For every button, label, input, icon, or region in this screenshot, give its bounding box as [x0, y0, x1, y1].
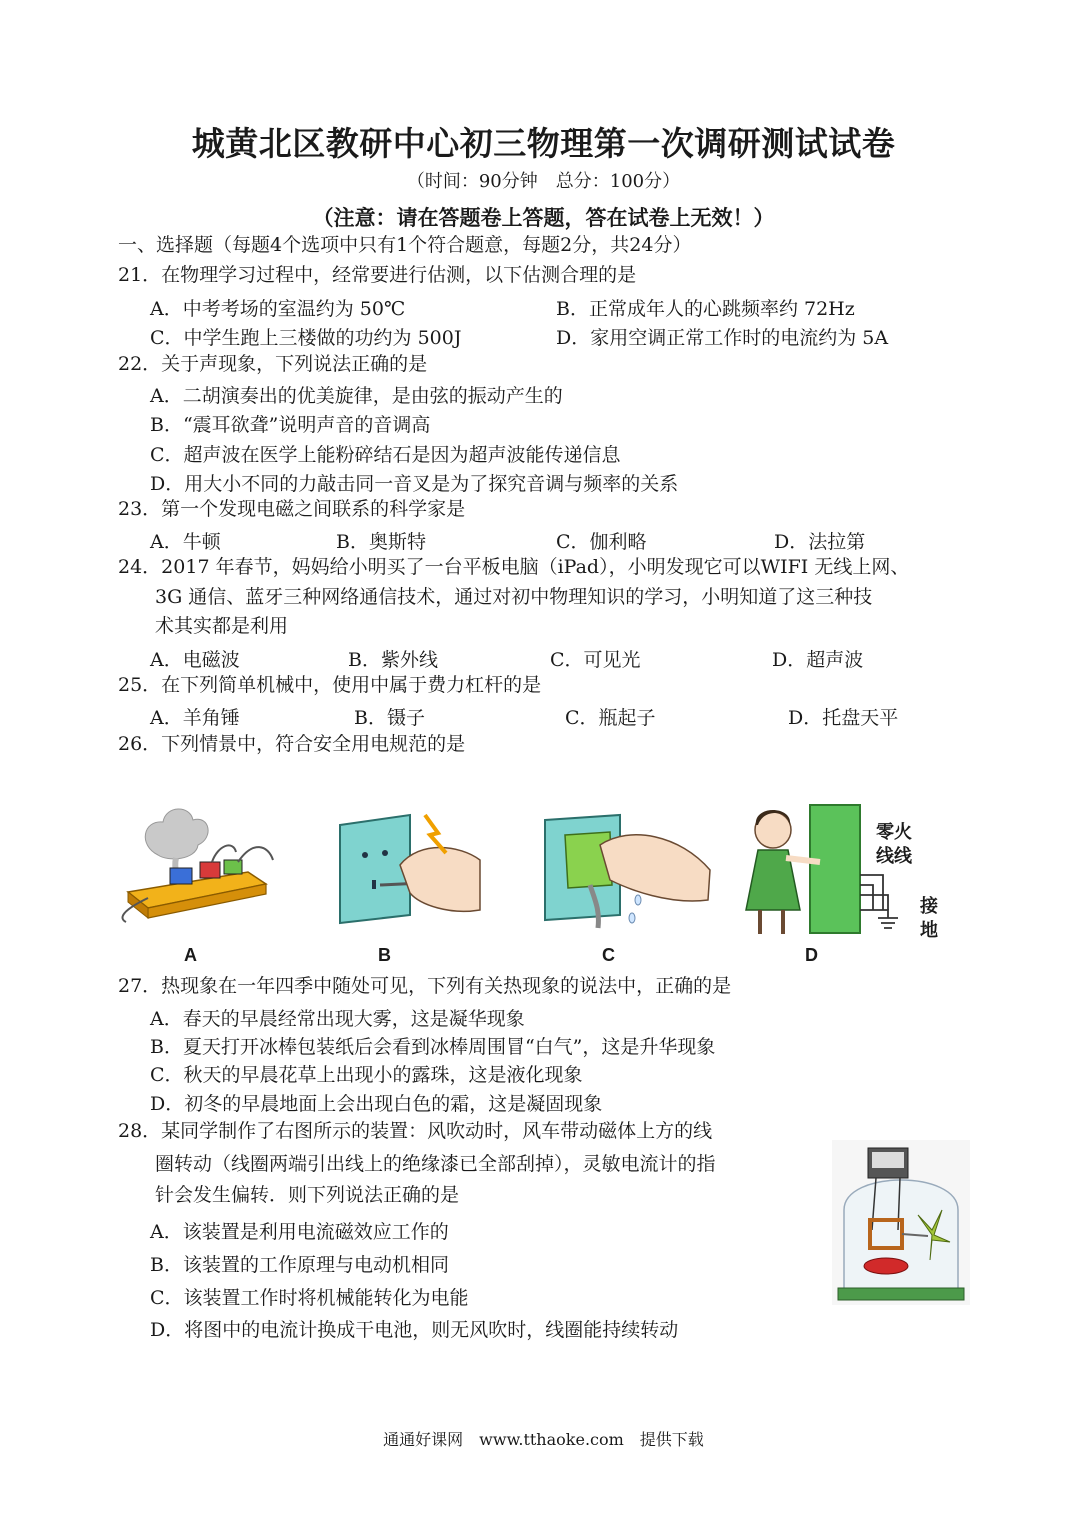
- figure-c-label: C: [602, 945, 615, 965]
- figure-c-wet-hand-plug: [540, 800, 715, 930]
- question-24-option-b: B．紫外线: [348, 649, 438, 671]
- question-25-stem: 25．在下列简单机械中，使用中属于费力杠杆的是: [118, 674, 542, 696]
- question-28-stem-line-1: 28．某同学制作了右图所示的装置：风吹动时，风车带动磁体上方的线: [118, 1120, 713, 1142]
- question-27-option-c: C．秋天的早晨花草上出现小的露珠，这是液化现象: [150, 1064, 583, 1086]
- section-heading: 一、选择题（每题4个选项中只有1个符合题意，每题2分，共24分）: [118, 234, 692, 256]
- figure-a-label: A: [184, 945, 197, 965]
- figure-d-text-ground-2: 地: [920, 920, 938, 941]
- exam-info: （时间：90分钟 总分：100分）: [406, 171, 681, 192]
- question-22-option-b: B．“震耳欲聋”说明声音的音调高: [150, 414, 431, 436]
- notice: （注意：请在答题卷上答题，答在试卷上无效！）: [312, 206, 775, 230]
- question-22-option-d: D．用大小不同的力敲击同一音叉是为了探究音调与频率的关系: [150, 473, 679, 495]
- question-28-option-b: B．该装置的工作原理与电动机相同: [150, 1254, 449, 1276]
- question-27-stem: 27．热现象在一年四季中随处可见，下列有关热现象的说法中，正确的是: [118, 975, 732, 997]
- page-title: 城黄北区教研中心初三物理第一次调研测试试卷: [191, 124, 896, 163]
- question-28-option-d: D．将图中的电流计换成干电池，则无风吹时，线圈能持续转动: [150, 1319, 679, 1341]
- question-23-stem: 23．第一个发现电磁之间联系的科学家是: [118, 498, 466, 520]
- footer-text: 通通好课网 www.tthaoke.com 提供下载: [383, 1430, 704, 1449]
- figure-d-text-ground-1: 接: [920, 896, 938, 917]
- question-23-option-d: D．法拉第: [774, 531, 866, 553]
- question-23-option-b: B．奥斯特: [336, 531, 426, 553]
- question-27-option-d: D．初冬的早晨地面上会出现白色的霜，这是凝固现象: [150, 1093, 603, 1115]
- question-23-option-c: C．伽利略: [556, 531, 647, 553]
- figure-a-overloaded-power-strip: [118, 800, 278, 925]
- question-27-option-a: A．春天的早晨经常出现大雾，这是凝华现象: [150, 1008, 525, 1030]
- question-28-option-a: A．该装置是利用电流磁效应工作的: [150, 1221, 449, 1243]
- question-26-stem: 26．下列情景中，符合安全用电规范的是: [118, 733, 466, 755]
- question-24-stem-line-3: 术其实都是利用: [155, 615, 289, 637]
- question-21-stem: 21．在物理学习过程中，经常要进行估测，以下估测合理的是: [118, 264, 637, 286]
- question-22-stem: 22．关于声现象，下列说法正确的是: [118, 353, 428, 375]
- question-21-option-a: A．中考考场的室温约为 50℃: [150, 298, 406, 320]
- question-24-stem-line-1: 24．2017 年春节，妈妈给小明买了一台平板电脑（iPad），小明发现它可以WIFI 无线上网、: [118, 556, 910, 578]
- question-28-stem-line-2: 圈转动（线圈两端引出线上的绝缘漆已全部刮掉），灵敏电流计的指: [155, 1153, 716, 1175]
- question-28-option-c: C．该装置工作时将机械能转化为电能: [150, 1287, 469, 1309]
- figure-d-label: D: [805, 945, 818, 965]
- question-23-option-a: A．牛顿: [150, 531, 221, 553]
- question-22-option-a: A．二胡演奏出的优美旋律，是由弦的振动产生的: [150, 385, 563, 407]
- figure-b-label: B: [378, 945, 391, 965]
- question-24-option-d: D．超声波: [772, 649, 864, 671]
- figure-d-text-neutral-live: 零火: [876, 822, 912, 843]
- question-27-option-b: B．夏天打开冰棒包装纸后会看到冰棒周围冒“白气”，这是升华现象: [150, 1036, 716, 1058]
- question-21-option-b: B．正常成年人的心跳频率约 72Hz: [556, 298, 855, 320]
- question-24-stem-line-2: 3G 通信、蓝牙三种网络通信技术，通过对初中物理知识的学习，小明知道了这三种技: [155, 586, 873, 608]
- question-22-option-c: C．超声波在医学上能粉碎结石是因为超声波能传递信息: [150, 444, 621, 466]
- question-25-option-c: C．瓶起子: [565, 707, 656, 729]
- figure-d-grounded-appliance: [738, 800, 948, 940]
- question-21-option-d: D．家用空调正常工作时的电流约为 5A: [556, 327, 889, 349]
- figure-b-screwdriver-in-socket: [330, 805, 490, 930]
- question-21-option-c: C．中学生跑上三楼做的功约为 500J: [150, 327, 462, 349]
- figure-d-text-wire: 线线: [876, 846, 912, 867]
- question-25-option-a: A．羊角锤: [150, 707, 240, 729]
- question-25-option-b: B．镊子: [354, 707, 425, 729]
- question-28-stem-line-3: 针会发生偏转．则下列说法正确的是: [155, 1184, 460, 1206]
- question-24-option-a: A．电磁波: [150, 649, 240, 671]
- question-25-option-d: D．托盘天平: [788, 707, 899, 729]
- figure-28-windmill-generator: [832, 1140, 970, 1305]
- question-24-option-c: C．可见光: [550, 649, 641, 671]
